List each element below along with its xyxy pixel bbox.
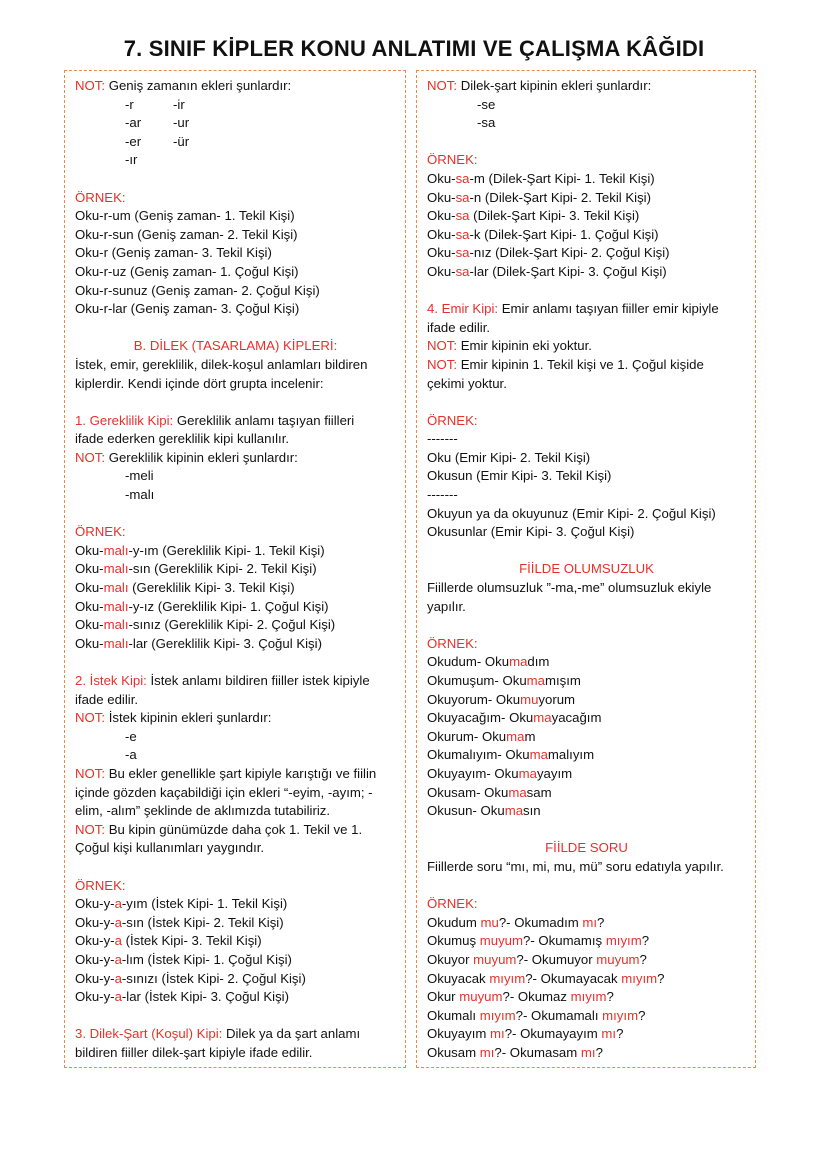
section-heading (427, 839, 746, 858)
suffix-item: -se (477, 96, 496, 112)
body-text: (Gereklilik Kipi- 3. Tekil Kişi) (128, 580, 295, 596)
body-text: mışım (545, 673, 581, 688)
highlight-text: sa (455, 245, 470, 261)
body-text: Oku- (427, 263, 456, 279)
text-line (427, 746, 746, 765)
body-text: yorum (538, 691, 576, 707)
highlight-text: malı (103, 598, 129, 614)
suffix: -ur (173, 115, 190, 131)
body-text: Oku-r-sun (Geniş zaman- 2. Tekil Kişi) (75, 226, 298, 242)
text-line (427, 709, 746, 728)
body-text: Oku- (75, 598, 104, 614)
highlight-text: mıyım (605, 933, 642, 949)
body-text: -n (Dilek-Şart Kipi- 2. Tekil Kişi) (469, 189, 652, 205)
body-text: Bu ekler genellikle şart kipiyle karıştığı ve fiilin (105, 765, 377, 781)
text-line (75, 839, 396, 858)
suffix: -ür (173, 133, 190, 149)
body-text: Okusun (Emir Kipi- 3. Tekil Kişi) (427, 468, 612, 484)
highlight-text: 2. İstek Kipi: (75, 673, 147, 688)
spacer (427, 616, 746, 635)
highlight-text: ÖRNEK: (427, 896, 478, 912)
body-text: ? (657, 970, 665, 986)
body-text: Bu kipin günümüzde daha çok 1. Tekil ve 1. (105, 821, 363, 837)
body-text: -lar (Dilek-Şart Kipi- 3. Çoğul Kişi) (469, 263, 667, 279)
body-text: Oku-y- (75, 951, 115, 967)
text-line (427, 300, 746, 319)
text-line (75, 207, 396, 226)
text-line (75, 598, 396, 617)
text-line (427, 244, 746, 263)
section-heading (75, 337, 396, 356)
spacer (75, 170, 396, 189)
highlight-text: mı (601, 1026, 617, 1042)
highlight-text: FİİLDE OLUMSUZLUK (519, 561, 654, 577)
text-line (75, 672, 396, 691)
body-text: -sın (İstek Kipi- 2. Tekil Kişi) (121, 914, 284, 930)
highlight-text: ma (508, 784, 527, 800)
spacer (75, 393, 396, 412)
body-text: Gereklilik anlamı taşıyan fiilleri (173, 412, 355, 428)
text-line (427, 77, 746, 96)
body-text: Okudum- Oku (427, 654, 510, 670)
body-text: -sın (Gereklilik Kipi- 2. Tekil Kişi) (128, 561, 317, 577)
text-line (427, 932, 746, 951)
text-line (427, 970, 746, 989)
highlight-text: a (114, 933, 122, 949)
text-line (75, 1025, 396, 1044)
body-text: bildiren fiiller dilek-şart kipiyle ifade edilir. (75, 1044, 313, 1060)
text-line (427, 356, 746, 375)
highlight-text: NOT: (75, 821, 106, 837)
text-line (75, 895, 396, 914)
text-line (427, 226, 746, 245)
highlight-text: ÖRNEK: (75, 189, 126, 205)
body-text: Okuyayım- Oku (427, 765, 519, 781)
body-text: -yım (İstek Kipi- 1. Tekil Kişi) (121, 896, 288, 912)
text-line (75, 970, 396, 989)
highlight-text: 1. Gereklilik Kipi: (75, 412, 174, 428)
highlight-text: muyum (459, 989, 503, 1005)
spacer (427, 542, 746, 561)
body-text: dım (527, 654, 550, 670)
highlight-text: mıyım (489, 970, 526, 986)
text-line (427, 319, 746, 338)
suffix-pair (75, 151, 396, 170)
spacer (427, 133, 746, 152)
highlight-text: mu (520, 691, 539, 707)
spacer (427, 393, 746, 412)
body-text: Oku-y- (75, 914, 115, 930)
body-text: Okur (427, 989, 460, 1005)
body-text: -lar (İstek Kipi- 3. Çoğul Kişi) (121, 989, 289, 1005)
body-text: sam (526, 784, 552, 800)
text-line (427, 151, 746, 170)
body-text: kiplerdir. Kendi içinde dört grupta incelenir: (75, 375, 324, 391)
highlight-text: sa (455, 226, 470, 242)
text-line (75, 263, 396, 282)
body-text: ?- Okumayacak (525, 970, 622, 986)
highlight-text: mı (479, 1044, 495, 1060)
text-line (427, 1044, 746, 1063)
body-text: yacağım (551, 710, 602, 726)
body-text: Okuyacak (427, 970, 490, 986)
highlight-text: malı (103, 542, 129, 558)
body-text: ?- Okumamalı (515, 1007, 603, 1023)
body-text: -sınızı (İstek Kipi- 2. Çoğul Kişi) (121, 970, 306, 986)
text-line (427, 579, 746, 598)
body-text: -m (Dilek-Şart Kipi- 1. Tekil Kişi) (469, 170, 655, 186)
highlight-text: ÖRNEK: (427, 412, 478, 428)
text-line (75, 616, 396, 635)
highlight-text: mıyım (479, 1007, 516, 1023)
text-line (75, 449, 396, 468)
body-text: İstek kipinin ekleri şunlardır: (105, 710, 272, 726)
highlight-text: 3. Dilek-Şart (Koşul) Kipi: (75, 1026, 223, 1042)
text-line (75, 821, 396, 840)
text-line (427, 505, 746, 524)
body-text: m (524, 728, 536, 744)
text-line (75, 226, 396, 245)
spacer (75, 858, 396, 877)
text-line (75, 784, 396, 803)
body-text: ifade ederken gereklilik kipi kullanılır. (75, 431, 290, 447)
body-text: ?- Okumasam (494, 1044, 581, 1060)
text-line (427, 486, 746, 505)
text-line (75, 951, 396, 970)
highlight-text: ma (518, 765, 537, 781)
body-text: Fiillerde olumsuzluk ”-ma,-me” olumsuzluk ekiyle (427, 580, 712, 596)
body-text: ?- Okumadım (498, 914, 583, 930)
text-line (75, 523, 396, 542)
suffix-item: -meli (125, 468, 154, 484)
suffix: -ar (125, 115, 142, 131)
text-line (75, 691, 396, 710)
text-line (75, 579, 396, 598)
body-text: ------- (427, 431, 458, 447)
body-text: Okuyun ya da okuyunuz (Emir Kipi- 2. Çoğul Kişi) (427, 505, 716, 521)
body-text: Oku-r-sunuz (Geniş zaman- 2. Çoğul Kişi) (75, 282, 320, 298)
text-line (75, 802, 396, 821)
body-text: -y-ım (Gereklilik Kipi- 1. Tekil Kişi) (128, 542, 325, 558)
highlight-text: malı (103, 580, 129, 596)
text-line (75, 877, 396, 896)
right-column (416, 70, 756, 1068)
body-text: yapılır. (427, 598, 466, 614)
section-heading (427, 560, 746, 579)
suffix-item: -sa (477, 115, 496, 131)
spacer (427, 821, 746, 840)
text-line (75, 412, 396, 431)
text-line (427, 988, 746, 1007)
body-text: Oku- (75, 617, 104, 633)
text-line (427, 691, 746, 710)
text-line (75, 244, 396, 263)
body-text: yayım (536, 765, 573, 781)
body-text: Okumalıyım- Oku (427, 747, 530, 763)
text-line (427, 449, 746, 468)
body-text: Oku- (75, 542, 104, 558)
body-text: Okusun- Oku (427, 803, 505, 819)
body-text: elim, -alım” şeklinde de aklımızda tutabiliriz. (75, 803, 331, 819)
highlight-text: ma (533, 710, 552, 726)
body-text: Okumalı (427, 1007, 480, 1023)
highlight-text: ma (509, 654, 528, 670)
body-text: Okumuş (427, 933, 480, 949)
highlight-text: NOT: (427, 356, 458, 372)
body-text: Oku-r-uz (Geniş zaman- 1. Çoğul Kişi) (75, 263, 299, 279)
text-line (427, 653, 746, 672)
body-text: Okuyor (427, 951, 474, 967)
highlight-text: a (114, 914, 122, 930)
highlight-text: B. DİLEK (TASARLAMA) KİPLERİ: (133, 338, 338, 354)
highlight-text: malı (103, 561, 129, 577)
body-text: -sınız (Gereklilik Kipi- 2. Çoğul Kişi) (128, 617, 336, 633)
text-line (427, 914, 746, 933)
body-text: ? (595, 1044, 603, 1060)
text-line (75, 375, 396, 394)
highlight-text: sa (455, 208, 470, 224)
body-text: Oku-r (Geniş zaman- 3. Tekil Kişi) (75, 245, 272, 261)
body-text: Okudum (427, 914, 481, 930)
text-line (427, 430, 746, 449)
spacer (427, 877, 746, 896)
highlight-text: sa (455, 189, 470, 205)
highlight-text: mıyım (621, 970, 658, 986)
body-text: içinde gözden kaçabildiği için ekleri “-eyim, -ayım; - (75, 784, 373, 800)
text-line (75, 914, 396, 933)
text-line (427, 802, 746, 821)
body-text: Oku-r-um (Geniş zaman- 1. Tekil Kişi) (75, 208, 295, 224)
body-text: Gereklilik kipinin ekleri şunlardır: (105, 449, 298, 465)
spacer (427, 282, 746, 301)
highlight-text: NOT: (75, 710, 106, 726)
text-line (427, 207, 746, 226)
text-line (427, 523, 746, 542)
highlight-text: NOT: (427, 78, 458, 93)
suffix: -er (125, 133, 142, 149)
highlight-text: mı (582, 914, 598, 930)
body-text: -nız (Dilek-Şart Kipi- 2. Çoğul Kişi) (469, 245, 670, 261)
highlight-text: sa (455, 170, 470, 186)
text-line (427, 858, 746, 877)
body-text: çekimi yoktur. (427, 375, 507, 391)
body-text: Oku (Emir Kipi- 2. Tekil Kişi) (427, 449, 591, 465)
text-line (427, 412, 746, 431)
body-text: Oku- (75, 561, 104, 577)
body-text: Emir kipinin eki yoktur. (457, 338, 592, 354)
highlight-text: a (114, 989, 122, 1005)
text-line (75, 635, 396, 654)
highlight-text: sa (455, 263, 470, 279)
suffix: -ir (173, 96, 185, 112)
suffix-pair (75, 114, 396, 133)
text-line (427, 598, 746, 617)
highlight-text: muyum (596, 951, 640, 967)
body-text: ? (638, 1007, 646, 1023)
body-text: Okusunlar (Emir Kipi- 3. Çoğul Kişi) (427, 524, 635, 540)
body-text: Okuyacağım- Oku (427, 710, 534, 726)
body-text: -lar (Gereklilik Kipi- 3. Çoğul Kişi) (128, 635, 322, 651)
body-text: Oku- (427, 245, 456, 261)
body-text: ?- Okumayayım (504, 1026, 602, 1042)
text-line (427, 765, 746, 784)
body-text: Oku- (75, 580, 104, 596)
left-column (64, 70, 406, 1068)
suffix-item: -malı (125, 487, 155, 503)
text-line (75, 765, 396, 784)
body-text: ? (597, 914, 605, 930)
highlight-text: mıyım (602, 1007, 639, 1023)
highlight-text: ÖRNEK: (75, 524, 126, 540)
text-line (75, 542, 396, 561)
body-text: Fiillerde soru “mı, mi, mu, mü” soru edatıyla yapılır. (427, 858, 724, 874)
text-line (427, 263, 746, 282)
body-text: ------- (427, 487, 458, 503)
text-line (427, 672, 746, 691)
text-line (427, 784, 746, 803)
highlight-text: ma (526, 673, 545, 688)
body-text: ? (616, 1026, 624, 1042)
body-text: Oku-y- (75, 896, 115, 912)
highlight-text: a (114, 951, 122, 967)
body-text: İstek anlamı bildiren fiiller istek kipiyle (146, 673, 370, 688)
body-text: ?- Okumuyor (516, 951, 597, 967)
highlight-text: a (114, 970, 122, 986)
text-line (75, 560, 396, 579)
text-line (427, 170, 746, 189)
spacer (75, 653, 396, 672)
body-text: Oku-r-lar (Geniş zaman- 3. Çoğul Kişi) (75, 301, 300, 317)
body-text: Okusam (427, 1044, 480, 1060)
body-text: Dilek-şart kipinin ekleri şunlardır: (457, 78, 652, 93)
body-text: Dilek ya da şart anlamı (222, 1026, 361, 1042)
highlight-text: a (114, 896, 122, 912)
spacer (75, 1007, 396, 1026)
body-text: Oku-y- (75, 989, 115, 1005)
suffix-item: -a (125, 747, 137, 763)
suffix: -ır (125, 152, 138, 168)
text-line (75, 988, 396, 1007)
body-text: Okumuşum- Oku (427, 673, 527, 688)
body-text: -k (Dilek-Şart Kipi- 1. Çoğul Kişi) (469, 226, 659, 242)
body-text: -lım (İstek Kipi- 1. Çoğul Kişi) (121, 951, 292, 967)
suffix-pair (75, 133, 396, 152)
highlight-text: NOT: (427, 338, 458, 354)
body-text: Oku- (427, 208, 456, 224)
text-line (75, 709, 396, 728)
suffix-item: -e (125, 728, 137, 744)
body-text: Oku-y- (75, 933, 115, 949)
highlight-text: NOT: (75, 765, 106, 781)
highlight-text: ÖRNEK: (427, 152, 478, 168)
body-text: ifade edilir. (427, 319, 491, 335)
body-text: Emir anlamı taşıyan fiiller emir kipiyle (498, 301, 719, 317)
text-line (427, 1007, 746, 1026)
body-text: (İstek Kipi- 3. Tekil Kişi) (121, 933, 262, 949)
text-line (75, 430, 396, 449)
text-line (427, 951, 746, 970)
text-line (427, 728, 746, 747)
text-line (427, 895, 746, 914)
highlight-text: NOT: (75, 78, 106, 93)
text-line (427, 375, 746, 394)
body-text: Oku- (427, 226, 456, 242)
body-text: ?- Okumamış (523, 933, 606, 949)
highlight-text: muyum (473, 951, 517, 967)
highlight-text: muyum (479, 933, 523, 949)
text-line (427, 1025, 746, 1044)
highlight-text: FİİLDE SORU (545, 840, 628, 856)
body-text: ?- Okumaz (502, 989, 571, 1005)
text-line (427, 189, 746, 208)
highlight-text: malı (103, 635, 129, 651)
highlight-text: NOT: (75, 449, 106, 465)
text-line (75, 1044, 396, 1063)
body-text: Okurum- Oku (427, 728, 507, 744)
body-text: -y-ız (Gereklilik Kipi- 1. Çoğul Kişi) (128, 598, 329, 614)
body-text: Geniş zamanın ekleri şunlardır: (105, 78, 292, 93)
highlight-text: mu (480, 914, 499, 930)
text-line (427, 467, 746, 486)
highlight-text: mı (580, 1044, 596, 1060)
text-line (75, 282, 396, 301)
body-text: Oku- (75, 635, 104, 651)
text-line (427, 337, 746, 356)
text-line (75, 300, 396, 319)
highlight-text: mıyım (570, 989, 607, 1005)
text-line (427, 635, 746, 654)
body-text: ? (639, 951, 647, 967)
suffix: -r (125, 96, 134, 112)
body-text: malıyım (547, 747, 595, 763)
spacer (75, 505, 396, 524)
suffix-pair (75, 96, 396, 115)
highlight-text: ma (506, 728, 525, 744)
body-text: ? (606, 989, 614, 1005)
body-text: Okuyorum- Oku (427, 691, 521, 707)
body-text: Okusam- Oku (427, 784, 509, 800)
spacer (75, 319, 396, 338)
highlight-text: mı (490, 1026, 505, 1042)
body-text: ifade edilir. (75, 691, 139, 707)
body-text: Oku- (427, 189, 456, 205)
highlight-text: ÖRNEK: (427, 635, 478, 651)
highlight-text: malı (103, 617, 129, 633)
body-text: Oku- (427, 170, 456, 186)
text-line (75, 932, 396, 951)
body-text: Emir kipinin 1. Tekil kişi ve 1. Çoğul kişide (457, 356, 704, 372)
body-text: Oku-y- (75, 970, 115, 986)
page-title: 7. SINIF KİPLER KONU ANLATIMI VE ÇALIŞMA KÂĞIDI (123, 36, 705, 61)
highlight-text: 4. Emir Kipi: (427, 301, 499, 317)
body-text: İstek, emir, gereklilik, dilek-koşul anlamları bildiren (75, 356, 368, 372)
text-line (75, 356, 396, 375)
text-line (75, 77, 396, 96)
highlight-text: ÖRNEK: (75, 877, 126, 893)
body-text: Okuyayım (427, 1026, 491, 1042)
body-text: sın (523, 803, 541, 819)
text-line (75, 189, 396, 208)
highlight-text: ma (529, 747, 548, 763)
highlight-text: ma (504, 803, 524, 819)
body-text: Çoğul kişi kullanımları yaygındır. (75, 840, 265, 856)
body-text: ? (641, 933, 650, 949)
body-text: (Dilek-Şart Kipi- 3. Tekil Kişi) (469, 208, 640, 224)
